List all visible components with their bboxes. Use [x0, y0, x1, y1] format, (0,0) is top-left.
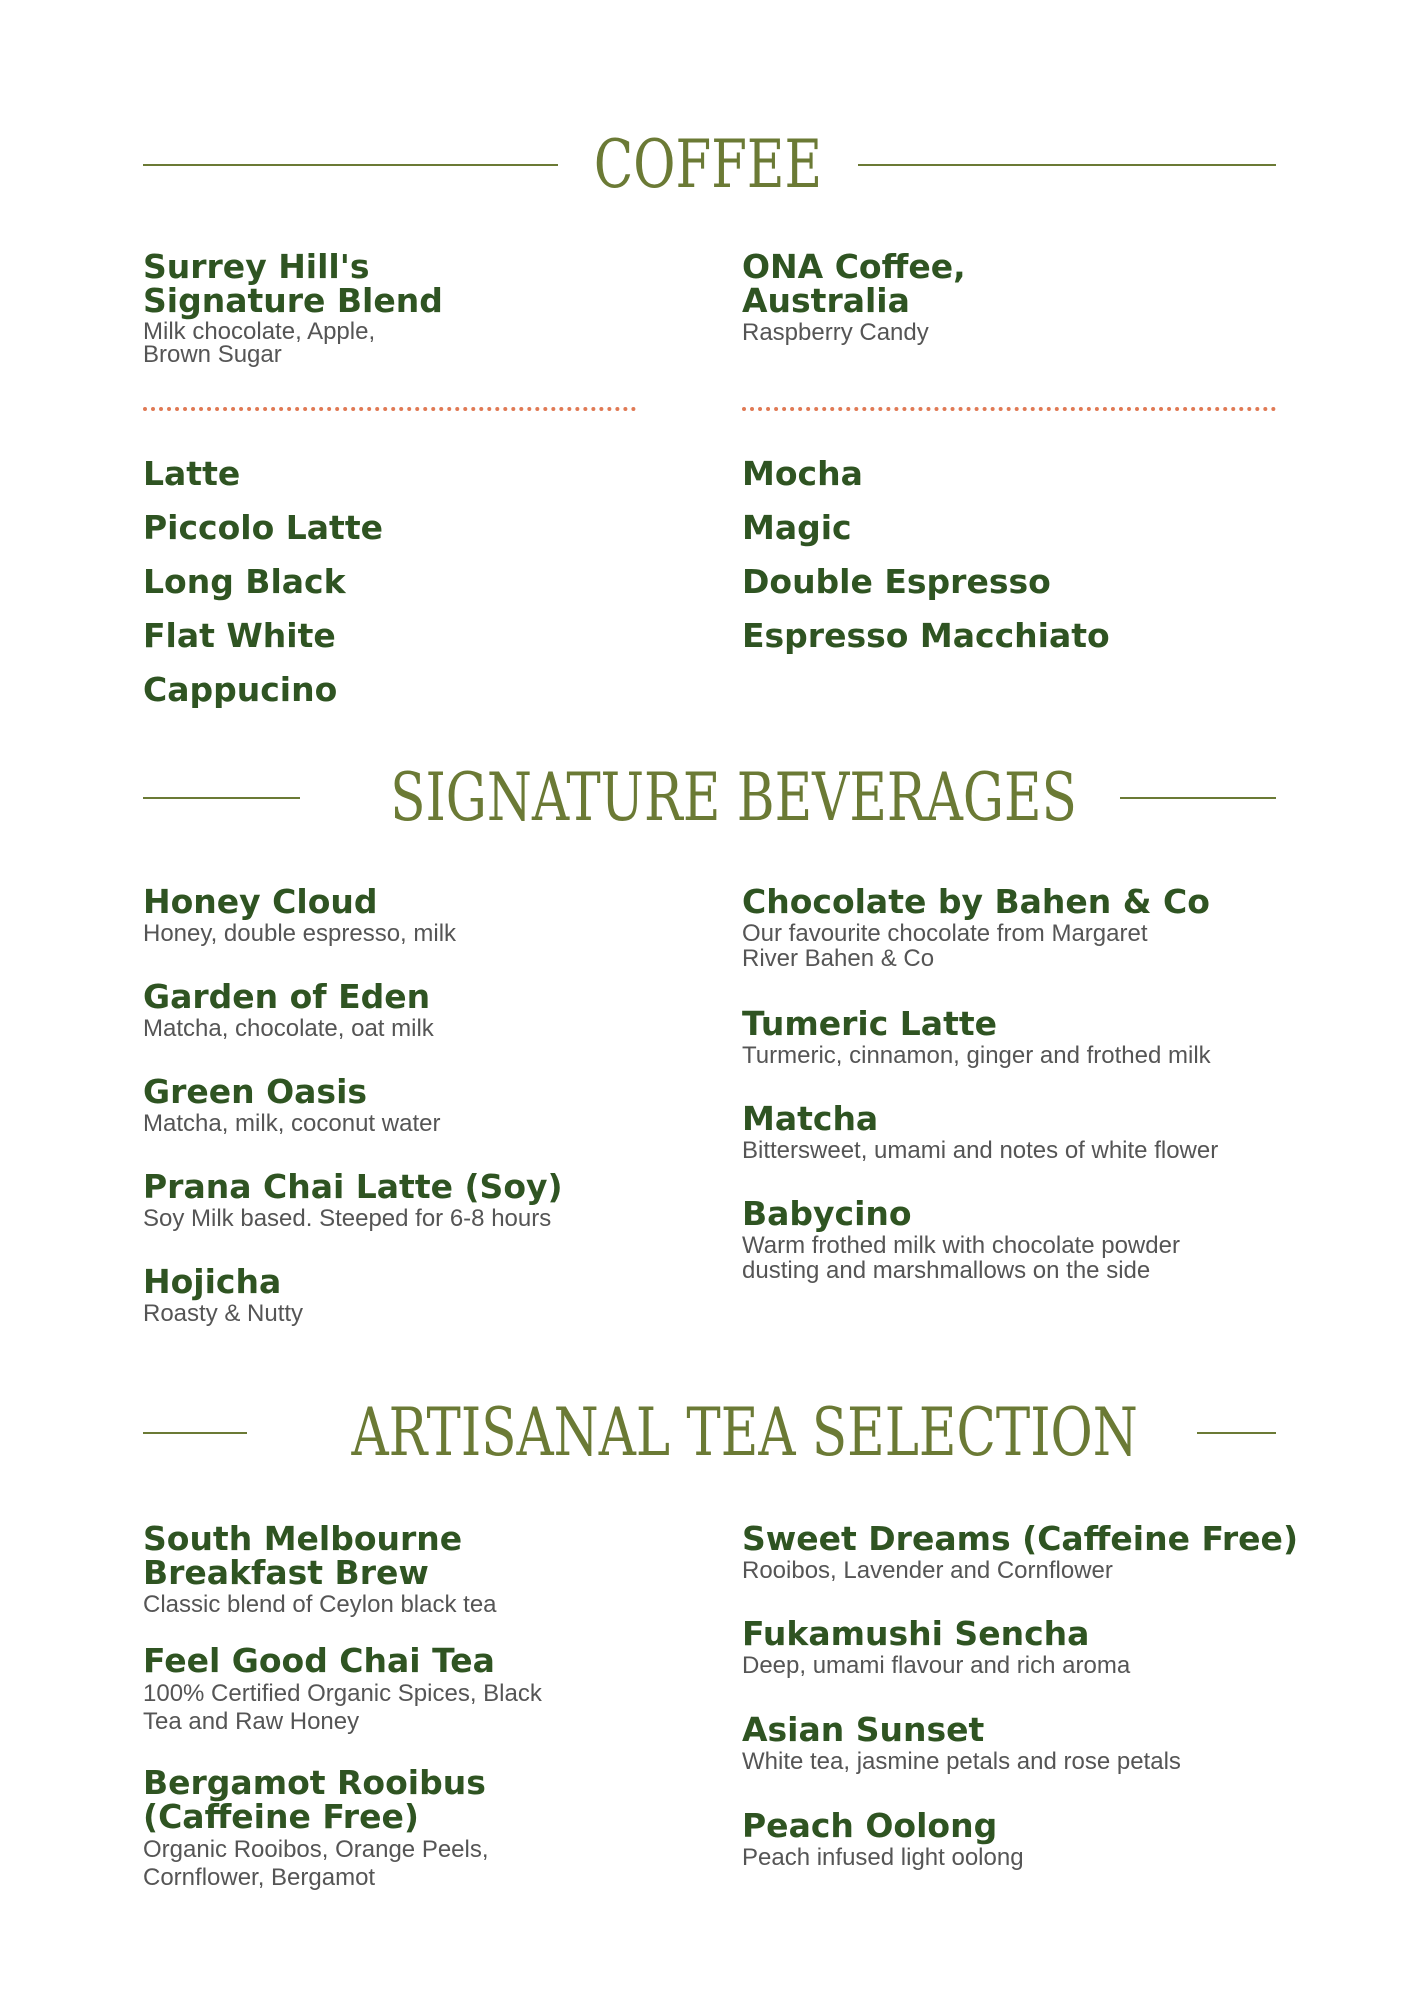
menu-item	[143, 1763, 763, 1916]
item-desc: Rooibos, Lavender and Cornflower	[742, 1557, 1113, 1584]
menu-item	[742, 1004, 1362, 1102]
item-name: South Melbourne Breakfast Brew	[143, 1519, 463, 1592]
signature-left	[143, 882, 763, 1360]
drink-item: Flat White	[143, 616, 336, 655]
heading-rule-right	[858, 164, 1276, 166]
blend-right	[742, 247, 1362, 346]
item-desc: Soy Milk based. Steeped for 6-8 hours	[143, 1205, 552, 1232]
item-name: Asian Sunset	[742, 1710, 985, 1749]
item-desc: Peach infused light oolong	[742, 1844, 1024, 1871]
menu-item	[742, 1806, 1362, 1905]
item-name: Hojicha	[143, 1262, 282, 1301]
drink-item: Long Black	[143, 562, 346, 601]
item-desc: Organic Rooibos, Orange Peels, Cornflower, Bergamot	[143, 1836, 489, 1891]
item-desc: 100% Certified Organic Spices, Black Tea and Raw Honey	[143, 1680, 542, 1735]
heading-rule-right	[1197, 1432, 1276, 1434]
item-name: Green Oasis	[143, 1072, 368, 1111]
blend-name: ONA Coffee, Australia	[742, 247, 966, 320]
heading-rule-left	[143, 797, 300, 799]
blend-name: Surrey Hill's Signature Blend	[143, 247, 443, 320]
item-name: Matcha	[742, 1099, 879, 1138]
item-desc: Classic blend of Ceylon black tea	[143, 1591, 497, 1618]
tea-right	[742, 1519, 1362, 1905]
drink-item: Cappucino	[143, 670, 338, 709]
blend-desc: Raspberry Candy	[742, 319, 929, 346]
menu-item	[143, 1519, 763, 1644]
item-desc: Bittersweet, umami and notes of white flower	[742, 1137, 1219, 1164]
coffee-heading: COFFEE	[593, 126, 823, 203]
item-desc: White tea, jasmine petals and rose petals	[742, 1748, 1181, 1775]
item-desc: Honey, double espresso, milk	[143, 920, 457, 947]
blend-left	[143, 247, 763, 368]
drink-item: Double Espresso	[742, 562, 1051, 601]
item-name: Tumeric Latte	[742, 1004, 998, 1043]
menu-item	[143, 882, 763, 980]
blend-desc: Milk chocolate, Apple, Brown Sugar	[143, 318, 376, 368]
signature-heading-row	[143, 759, 1276, 836]
item-desc: Matcha, chocolate, oat milk	[143, 1015, 434, 1042]
item-desc: Our favourite chocolate from Margaret River Bahen & Co	[742, 920, 1148, 972]
item-desc: Matcha, milk, coconut water	[143, 1110, 441, 1137]
coffee-heading-row	[143, 126, 1276, 203]
drink-item: Piccolo Latte	[143, 508, 383, 547]
item-desc: Turmeric, cinnamon, ginger and frothed milk	[742, 1042, 1211, 1069]
item-name: Bergamot Rooibus (Caffeine Free)	[143, 1763, 486, 1836]
coffee-drinks-right	[742, 447, 1362, 663]
item-desc: Deep, umami flavour and rich aroma	[742, 1652, 1131, 1679]
menu-item	[742, 1519, 1362, 1617]
item-desc: Roasty & Nutty	[143, 1300, 304, 1327]
menu-item	[742, 1710, 1362, 1809]
menu-item	[143, 1072, 763, 1170]
signature-right	[742, 882, 1362, 1292]
heading-rule-right	[1120, 797, 1276, 799]
signature-heading: SIGNATURE BEVERAGES	[390, 759, 1077, 836]
item-name: Feel Good Chai Tea	[143, 1641, 495, 1680]
item-name: Prana Chai Latte (Soy)	[143, 1167, 563, 1206]
heading-rule-left	[143, 164, 558, 166]
tea-heading-row	[143, 1394, 1276, 1471]
drink-item: Magic	[742, 508, 852, 547]
item-desc: Warm frothed milk with chocolate powder dusting and marshmallows on the side	[742, 1232, 1180, 1284]
menu-item	[143, 1641, 763, 1766]
menu-item	[742, 1099, 1362, 1197]
drink-item: Mocha	[742, 454, 863, 493]
item-name: Garden of Eden	[143, 977, 431, 1016]
heading-rule-left	[143, 1432, 247, 1434]
menu-item	[742, 1194, 1362, 1292]
item-name: Sweet Dreams (Caffeine Free)	[742, 1519, 1299, 1558]
dotted-divider	[143, 407, 636, 411]
tea-heading: ARTISANAL TEA SELECTION	[351, 1394, 1138, 1471]
menu-item	[143, 1262, 763, 1360]
coffee-drinks-left	[143, 447, 763, 717]
drink-item: Espresso Macchiato	[742, 616, 1110, 655]
item-name: Fukamushi Sencha	[742, 1614, 1090, 1653]
item-name: Babycino	[742, 1194, 912, 1233]
item-name: Honey Cloud	[143, 882, 378, 921]
drink-item: Latte	[143, 454, 241, 493]
dotted-divider	[742, 407, 1276, 411]
menu-item	[742, 882, 1362, 1007]
menu-item	[742, 1614, 1362, 1713]
tea-left	[143, 1519, 763, 1916]
item-name: Chocolate by Bahen & Co	[742, 882, 1210, 921]
menu-item	[143, 1167, 763, 1265]
menu-item	[143, 977, 763, 1075]
item-name: Peach Oolong	[742, 1806, 998, 1845]
